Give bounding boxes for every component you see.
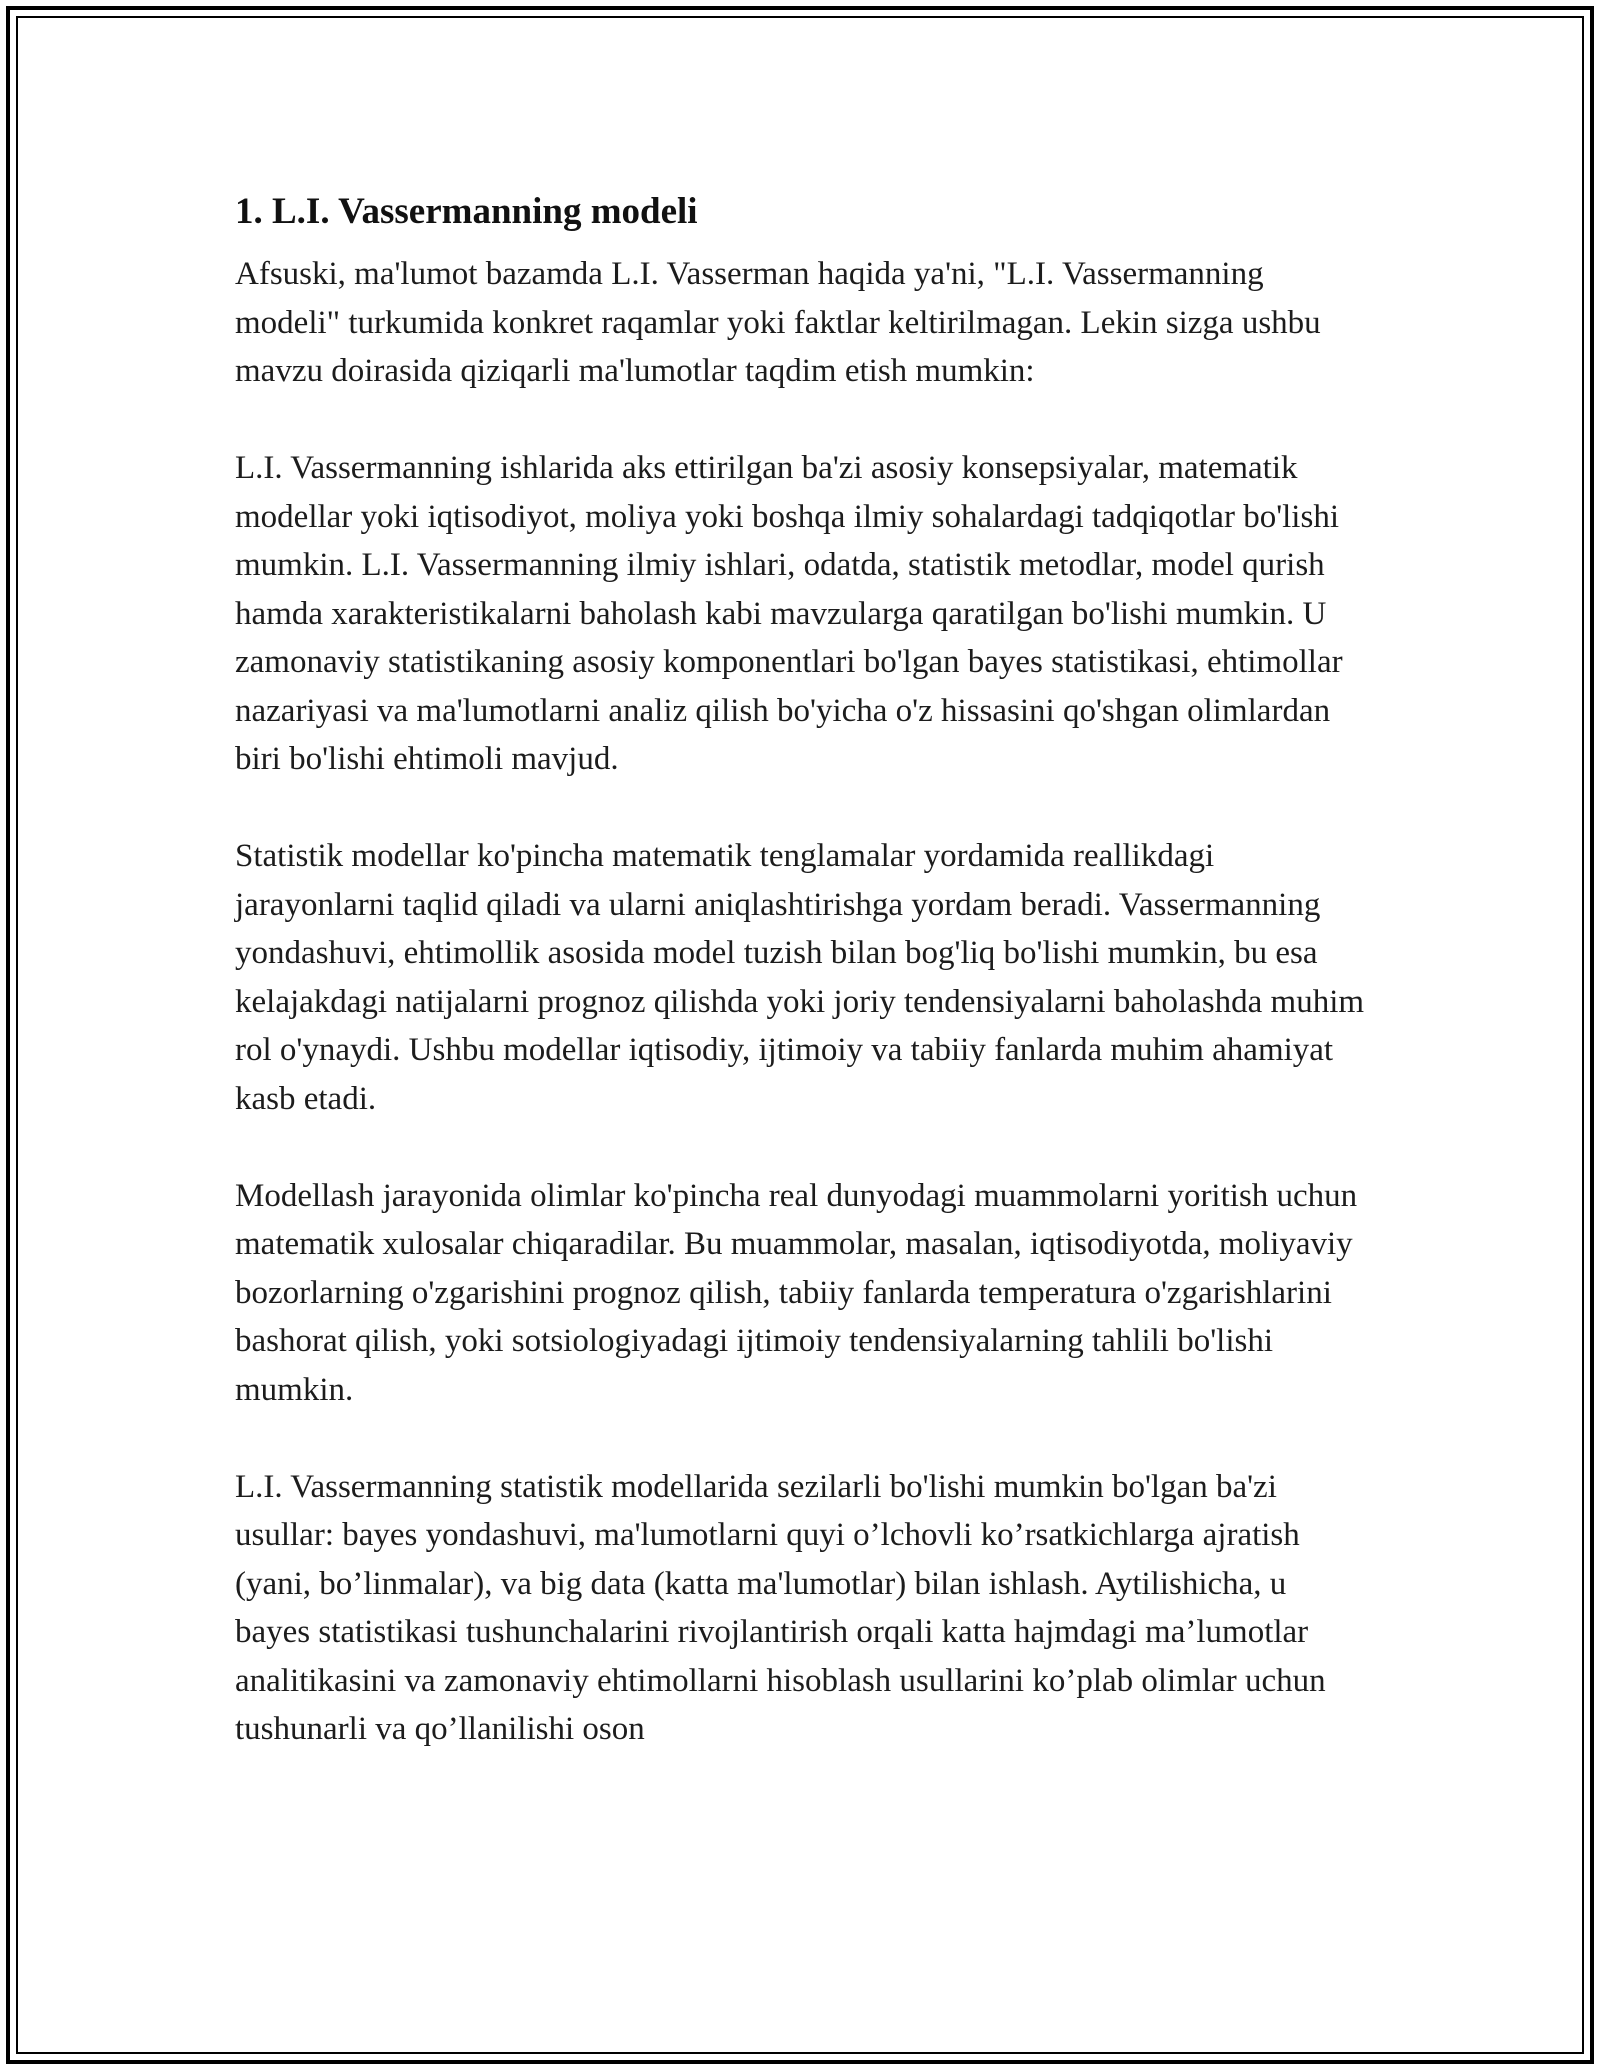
document-body	[235, 188, 1365, 1754]
paragraph-methods: L.I. Vassermanning statistik modellarida sezilarli bo'lishi mumkin bo'lgan ba'zi usullar: bayes yondashuvi, ma'lumotlarni quyi o’lchovli ko’rsatkichlarga ajratish (yani, bo’linmalar), va big data (katta ma'lumotlar) bilan ishlash. Aytilishicha, u bayes statistikasi tushunchalarini rivojlantirish orqali katta hajmdagi ma’lumotlar analitikasini va zamonaviy ehtimollarni hisoblash usullarini ko’plab olimlar uchun tushunarli va qo’llanilishi oson	[235, 1468, 1326, 1747]
paragraph-statistical-models: Statistik modellar ko'pincha matematik tenglamalar yordamida reallikdagi jarayonlarni taqlid qiladi va ularni aniqlashtirishga yordam beradi. Vassermanning yondashuvi, ehtimollik asosida model tuzish bilan bog'liq bo'lishi mumkin, bu esa kelajakdagi natijalarni prognoz qilishda yoki joriy tendensiyalarni baholashda muhim rol o'ynaydi. Ushbu modellar iqtisodiy, ijtimoiy va tabiiy fanlarda muhim ahamiyat kasb etadi.	[235, 838, 1365, 1117]
paragraph-concepts: L.I. Vassermanning ishlarida aks ettirilgan ba'zi asosiy konsepsiyalar, matematik modellar yoki iqtisodiyot, moliya yoki boshqa ilmiy sohalardagi tadqiqotlar bo'lishi mumkin. L.I. Vassermanning ilmiy ishlari, odatda, statistik metodlar, model qurish hamda xarakteristikalarni baholash kabi mavzularga qaratilgan bo'lishi mumkin. U zamonaviy statistikaning asosiy komponentlari bo'lgan bayes statistikasi, ehtimollar nazariyasi va ma'lumotlarni analiz qilish bo'yicha o'z hissasini qo'shgan olimlardan biri bo'lishi ehtimoli mavjud.	[235, 450, 1343, 777]
paragraph-intro: Afsuski, ma'lumot bazamda L.I. Vasserman haqida ya'ni, "L.I. Vassermanning modeli" turkumida konkret raqamlar yoki faktlar keltirilmagan. Lekin sizga ushbu mavzu doirasida qiziqarli ma'lumotlar taqdim etish mumkin:	[235, 256, 1321, 389]
paragraph-modeling-process: Modellash jarayonida olimlar ko'pincha real dunyodagi muammolarni yoritish uchun matematik xulosalar chiqaradilar. Bu muammolar, masalan, iqtisodiyotda, moliyaviy bozorlarning o'zgarishini prognoz qilish, tabiiy fanlarda temperatura o'zgarishlarini bashorat qilish, yoki sotsiologiyadagi ijtimoiy tendensiyalarning tahlili bo'lishi mumkin.	[235, 1177, 1358, 1408]
section-heading: 1. L.I. Vassermanning modeli	[235, 191, 698, 232]
